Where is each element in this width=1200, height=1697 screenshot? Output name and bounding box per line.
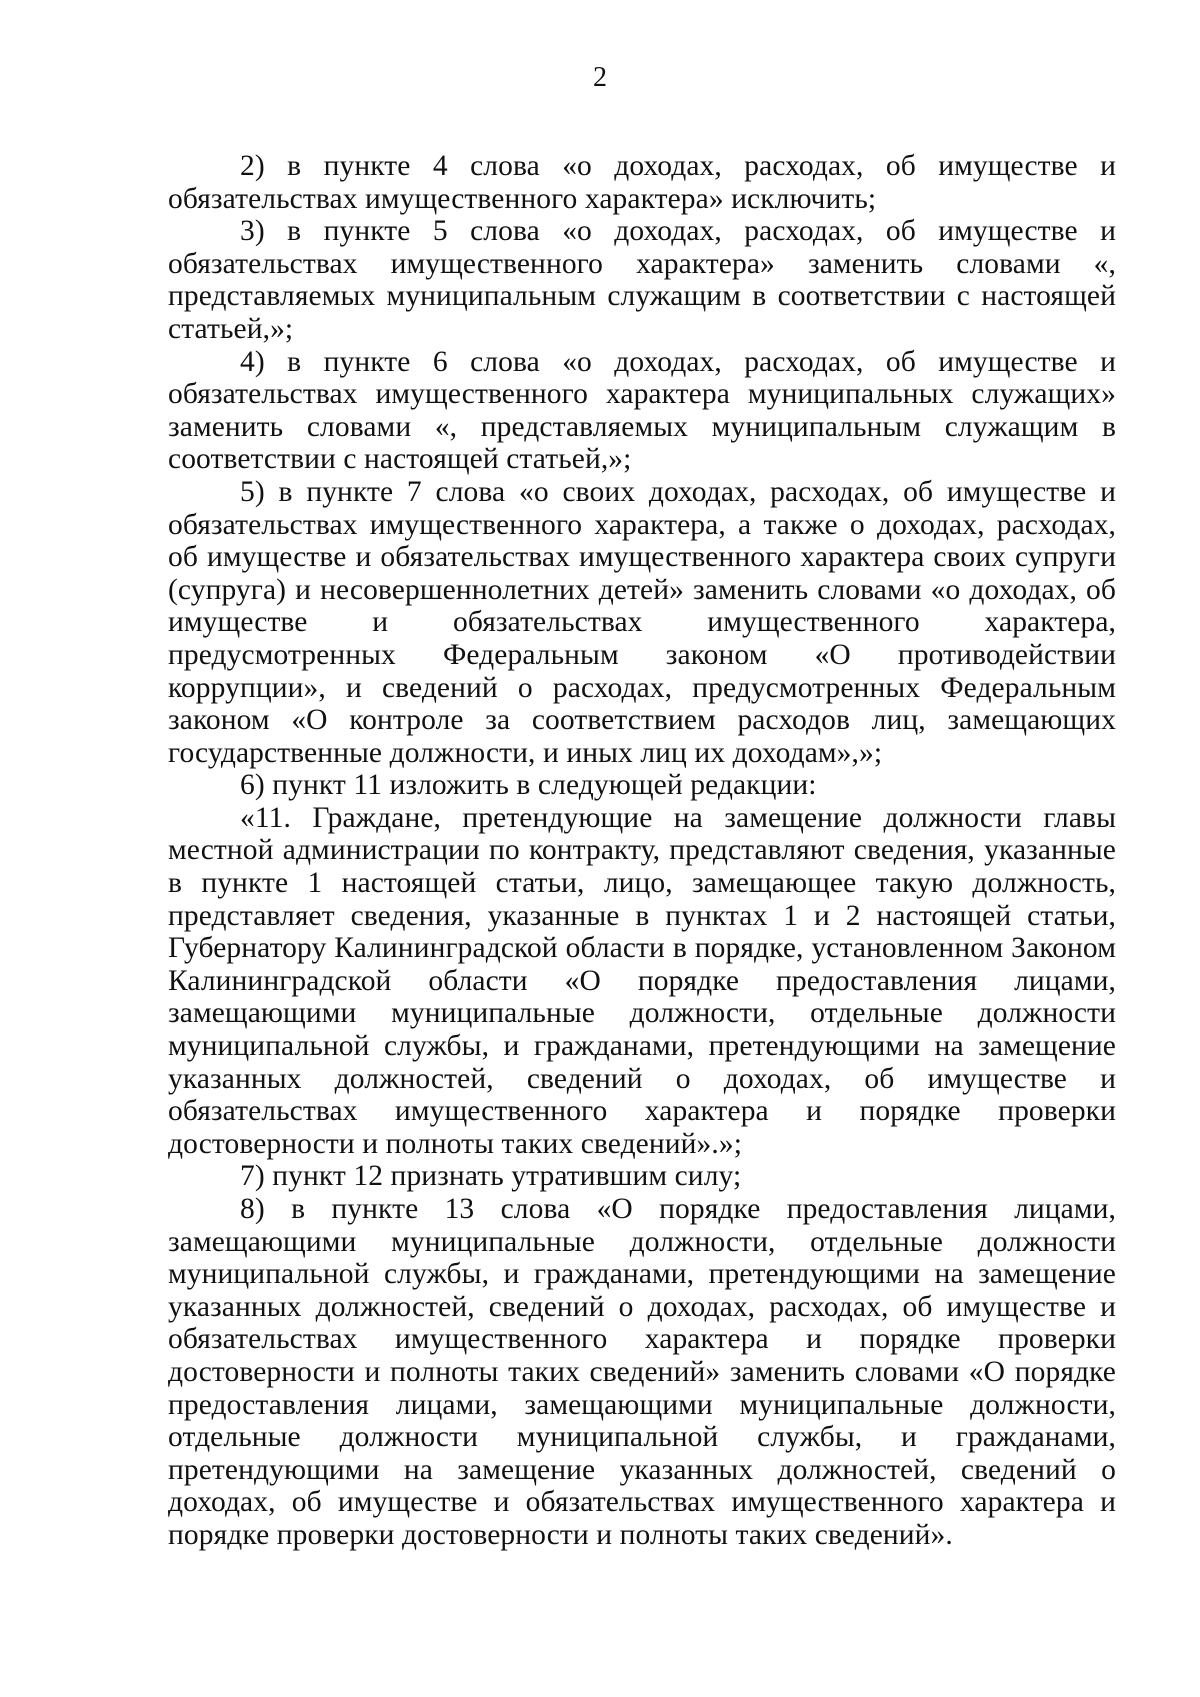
paragraph-item-4: 4) в пункте 6 слова «о доходах, расходах, об имуществе и обязательствах имущественного характера муниципальных служащих» заменить словами «, представляемых муниципальным служащим в соответствии с настоящей статьей,»; bbox=[168, 345, 1116, 476]
paragraph-item-7: 7) пункт 12 признать утратившим силу; bbox=[240, 1160, 742, 1193]
paragraph-item-3: 3) в пункте 5 слова «о доходах, расходах, об имуществе и обязательствах имущественного характера» заменить словами «, представляемых муниципальным служащим в соответствии с настоящей статьей,»; bbox=[168, 215, 1116, 345]
page-number: 2 bbox=[593, 62, 607, 93]
paragraph-item-2: 2) в пункте 4 слова «о доходах, расходах, об имуществе и обязательствах имущественного характера» исключить; bbox=[168, 150, 1116, 215]
paragraph-item-8: 8) в пункте 13 слова «О порядке предоставления лицами, замещающими муниципальные должности, отдельные должности муниципальной службы, и гражданами, претендующими на замещение указанных должностей, сведений о доходах, расходах, об имуществе и обязательствах имущественного характера и порядке проверки достоверности и полноты таких сведений» заменить словами «О порядке предоставления лицами, замещающими муниципальные должности, отдельные должности муниципальной службы, и гражданами, претендующими на замещение указанных должностей, сведений о доходах, об имуществе и обязательствах имущественного характера и порядке проверки достоверности и полноты таких сведений». bbox=[168, 1193, 1116, 1551]
paragraph-item-5: 5) в пункте 7 слова «о своих доходах, расходах, об имуществе и обязательствах имущественного характера, а также о доходах, расходах, об имуществе и обязательствах имущественного характера своих супруги (супруга) и несовершеннолетних детей» заменить словами «о доходах, об имуществе и обязательствах имущественного характера, предусмотренных Федеральным законом «О противодействии коррупции», и сведений о расходах, предусмотренных Федеральным законом «О контроле за соответствием расходов лиц, замещающих государственные должности, и иных лиц их доходам»,»; bbox=[168, 475, 1116, 769]
document-body bbox=[168, 150, 1116, 1552]
paragraph-item-6: 6) пункт 11 изложить в следующей редакции: bbox=[240, 769, 817, 802]
paragraph-new-clause-11: «11. Граждане, претендующие на замещение должности главы местной администрации по контракту, представляют сведения, указанные в пункте 1 настоящей статьи, лицо, замещающее такую должность, представляет сведения, указанные в пунктах 1 и 2 настоящей статьи, Губернатору Калининградской области в порядке, установленном Законом Калининградской области «О порядке предоставления лицами, замещающими муниципальные должности, отдельные должности муниципальной службы, и гражданами, претендующими на замещение указанных должностей, сведений о доходах, об имуществе и обязательствах имущественного характера и порядке проверки достоверности и полноты таких сведений».»; bbox=[168, 801, 1116, 1160]
